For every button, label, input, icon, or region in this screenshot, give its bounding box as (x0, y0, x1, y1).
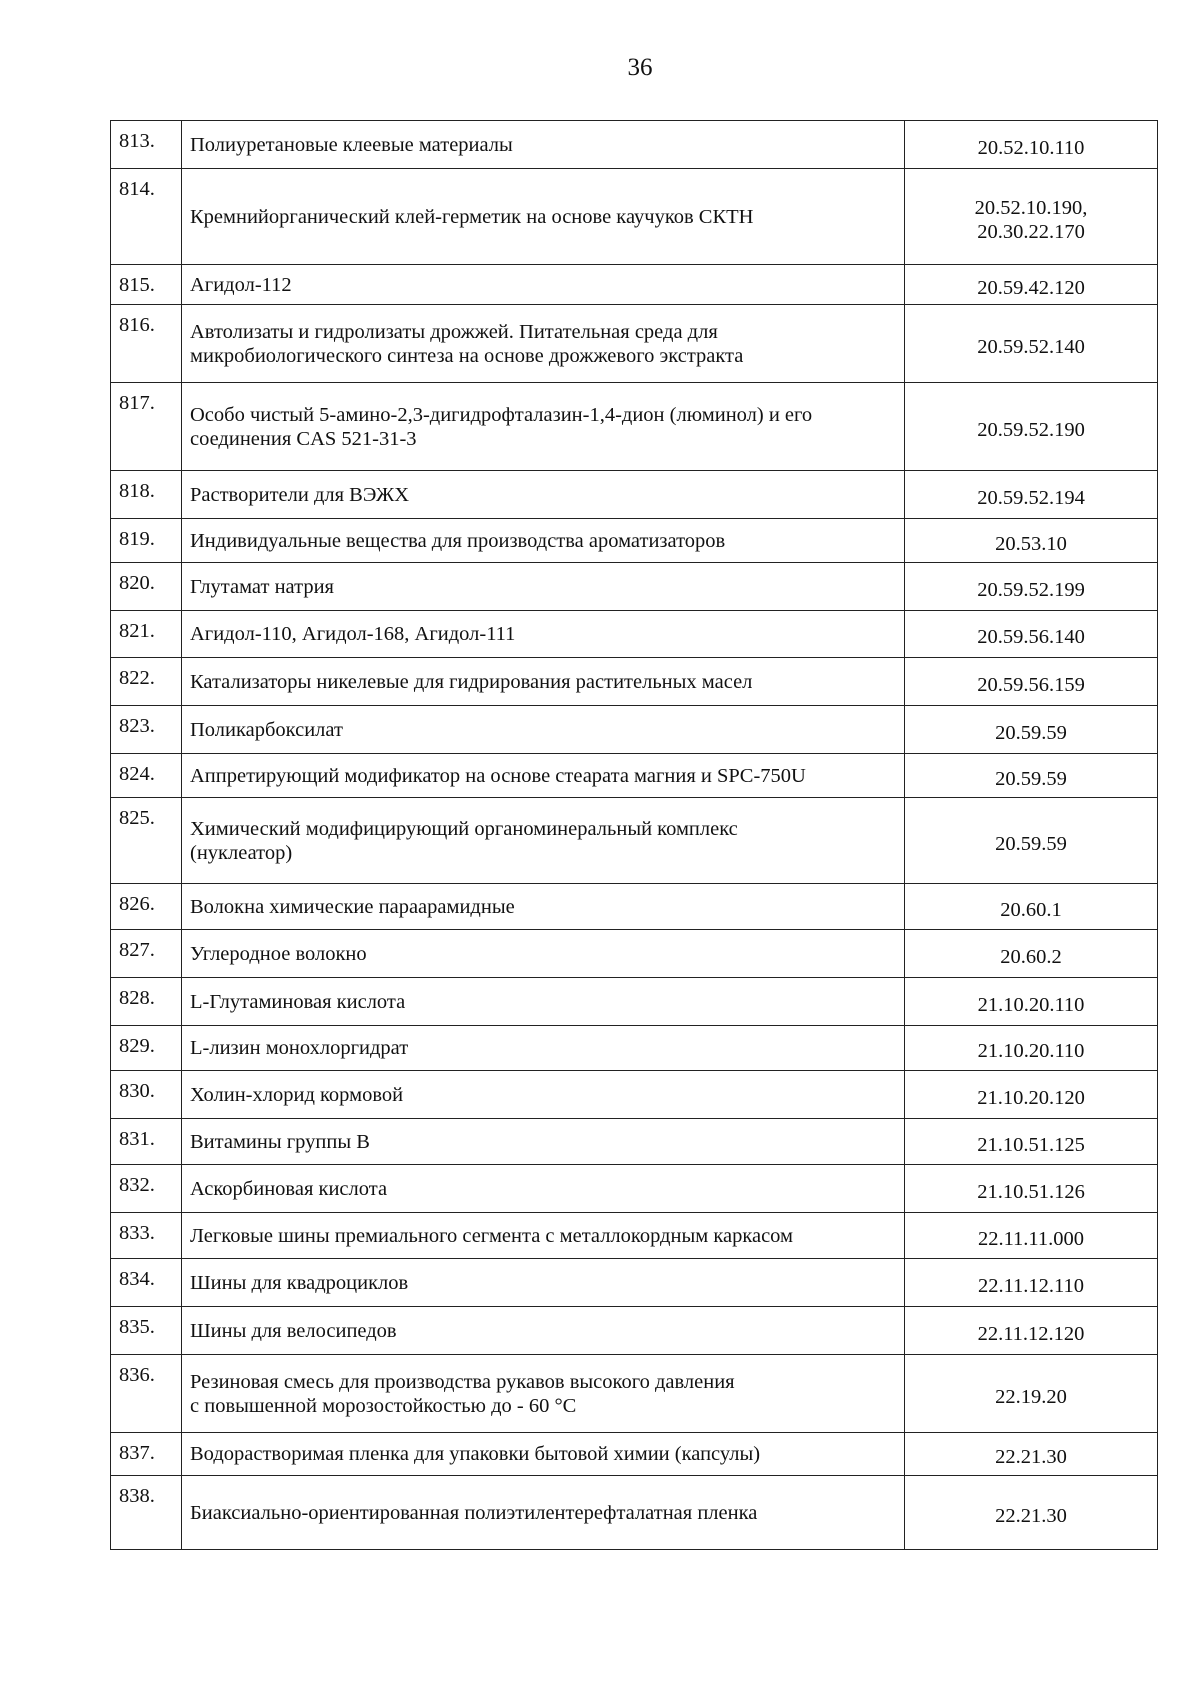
okpd-code-cell (905, 1119, 1158, 1165)
okpd-code-cell (905, 1071, 1158, 1119)
okpd-code-cell (905, 706, 1158, 754)
okpd-code-cell (905, 978, 1158, 1026)
product-name-cell (182, 1476, 905, 1550)
row-number: 824. (119, 763, 155, 785)
row-number-cell (111, 305, 182, 383)
okpd-code: 20.59.56.159 (977, 673, 1085, 696)
row-number: 830. (119, 1080, 155, 1102)
product-name: Аскорбиновая кислота (190, 1177, 388, 1200)
okpd-code-cell (905, 1355, 1158, 1433)
okpd-code-cell (905, 1213, 1158, 1259)
row-number-cell (111, 471, 182, 519)
row-number: 825. (119, 807, 155, 829)
row-number-cell (111, 658, 182, 706)
row-number-cell (111, 930, 182, 978)
row-number-cell (111, 1119, 182, 1165)
product-name: L-Глутаминовая кислота (190, 990, 406, 1013)
row-number: 829. (119, 1035, 155, 1057)
okpd-code-cell (905, 1476, 1158, 1550)
product-name: Волокна химические параарамидные (190, 895, 515, 918)
row-number: 827. (119, 939, 155, 961)
table-row (111, 1476, 1158, 1550)
product-name: Автолизаты и гидролизаты дрожжей. Питательная среда для микробиологического синтеза на основе дрожжевого экстракта (190, 320, 744, 367)
row-number: 818. (119, 480, 155, 502)
product-name-cell (182, 1355, 905, 1433)
product-name-cell (182, 658, 905, 706)
product-name-cell (182, 1119, 905, 1165)
row-number-cell (111, 884, 182, 930)
product-name-cell (182, 1259, 905, 1307)
product-name: Полиуретановые клеевые материалы (190, 133, 513, 156)
product-name-cell (182, 754, 905, 798)
product-name-cell (182, 169, 905, 265)
table-row (111, 754, 1158, 798)
row-number-cell (111, 611, 182, 658)
okpd-code-cell (905, 305, 1158, 383)
row-number-cell (111, 1259, 182, 1307)
row-number: 834. (119, 1268, 155, 1290)
okpd-code: 22.21.30 (995, 1504, 1067, 1527)
row-number: 815. (119, 274, 155, 296)
table-row (111, 1119, 1158, 1165)
okpd-code-cell (905, 658, 1158, 706)
okpd-code-cell (905, 884, 1158, 930)
row-number: 823. (119, 715, 155, 737)
okpd-code: 20.59.42.120 (977, 276, 1085, 299)
okpd-code: 20.60.1 (1000, 898, 1062, 921)
row-number-cell (111, 706, 182, 754)
product-name: Шины для велосипедов (190, 1319, 397, 1342)
table-row (111, 563, 1158, 611)
product-name: Особо чистый 5-амино-2,3-дигидрофталазин-1,4-дион (люминол) и его соединения CAS 521-31-3 (190, 403, 813, 450)
product-name: Биаксиально-ориентированная полиэтилентерефталатная пленка (190, 1501, 758, 1524)
table-row (111, 884, 1158, 930)
product-name-cell (182, 611, 905, 658)
product-name: Химический модифицирующий органоминеральный комплекс (нуклеатор) (190, 817, 738, 864)
row-number: 836. (119, 1364, 155, 1386)
table-row (111, 383, 1158, 471)
product-name-cell (182, 1307, 905, 1355)
table-row (111, 1433, 1158, 1476)
okpd-code-cell (905, 1433, 1158, 1476)
okpd-code: 20.59.52.194 (977, 486, 1085, 509)
row-number: 833. (119, 1222, 155, 1244)
product-name-cell (182, 383, 905, 471)
okpd-code-cell (905, 930, 1158, 978)
row-number-cell (111, 121, 182, 169)
product-name: Кремнийорганический клей-герметик на основе каучуков СКТН (190, 205, 754, 228)
product-name: Водорастворимая пленка для упаковки бытовой химии (капсулы) (190, 1443, 761, 1465)
okpd-code: 20.59.56.140 (977, 626, 1085, 648)
product-name: Аппретирующий модификатор на основе стеарата магния и SPC-750U (190, 764, 806, 787)
product-name-cell (182, 930, 905, 978)
okpd-code: 20.59.59 (995, 721, 1067, 744)
row-number: 832. (119, 1174, 155, 1196)
okpd-code: 20.52.10.110 (977, 136, 1085, 159)
okpd-code-cell (905, 1307, 1158, 1355)
row-number-cell (111, 798, 182, 884)
row-number: 817. (119, 392, 155, 414)
table-row (111, 611, 1158, 658)
row-number: 820. (119, 572, 155, 594)
okpd-code: 20.52.10.190, 20.30.22.170 (974, 196, 1088, 243)
row-number-cell (111, 383, 182, 471)
table-row (111, 930, 1158, 978)
row-number: 822. (119, 667, 155, 689)
okpd-code-cell (905, 1259, 1158, 1307)
product-name: Катализаторы никелевые для гидрирования растительных масел (190, 670, 753, 693)
row-number-cell (111, 1307, 182, 1355)
okpd-code-cell (905, 471, 1158, 519)
okpd-code: 20.59.59 (995, 767, 1067, 790)
okpd-code-cell (905, 1165, 1158, 1213)
product-name-cell (182, 1026, 905, 1071)
row-number-cell (111, 1433, 182, 1476)
row-number: 831. (119, 1128, 155, 1150)
row-number-cell (111, 265, 182, 305)
product-name: Шины для квадроциклов (190, 1271, 409, 1294)
row-number: 821. (119, 620, 155, 642)
okpd-code-cell (905, 265, 1158, 305)
product-name-cell (182, 471, 905, 519)
row-number-cell (111, 169, 182, 265)
table-row (111, 471, 1158, 519)
table-row (111, 978, 1158, 1026)
okpd-code: 22.19.20 (995, 1385, 1067, 1408)
product-name-cell (182, 978, 905, 1026)
table-row (111, 1259, 1158, 1307)
row-number: 835. (119, 1316, 155, 1338)
row-number: 837. (119, 1442, 155, 1464)
okpd-code: 21.10.20.110 (977, 1040, 1085, 1062)
row-number-cell (111, 1213, 182, 1259)
row-number: 828. (119, 987, 155, 1009)
okpd-code: 20.59.52.190 (977, 418, 1085, 441)
product-name-cell (182, 1071, 905, 1119)
product-name-cell (182, 706, 905, 754)
okpd-code: 20.60.2 (1000, 945, 1062, 968)
row-number-cell (111, 1026, 182, 1071)
table-row (111, 169, 1158, 265)
okpd-code-cell (905, 798, 1158, 884)
row-number-cell (111, 519, 182, 563)
okpd-code-cell (905, 169, 1158, 265)
row-number: 816. (119, 314, 155, 336)
product-name-cell (182, 884, 905, 930)
okpd-code: 21.10.51.126 (977, 1180, 1085, 1203)
row-number-cell (111, 1071, 182, 1119)
table-row (111, 1071, 1158, 1119)
row-number-cell (111, 754, 182, 798)
okpd-code: 22.11.12.110 (977, 1274, 1085, 1297)
okpd-code-cell (905, 754, 1158, 798)
okpd-code-cell (905, 563, 1158, 611)
okpd-code-cell (905, 383, 1158, 471)
product-name-cell (182, 1433, 905, 1476)
table-row (111, 1165, 1158, 1213)
okpd-code: 22.11.12.120 (977, 1322, 1085, 1345)
table-row (111, 1213, 1158, 1259)
table-row (111, 519, 1158, 563)
product-name: Глутамат натрия (190, 575, 334, 598)
okpd-code: 20.53.10 (995, 532, 1067, 555)
row-number-cell (111, 978, 182, 1026)
product-name-cell (182, 798, 905, 884)
table-row (111, 1026, 1158, 1071)
table-row (111, 658, 1158, 706)
table-row (111, 798, 1158, 884)
table-row (111, 706, 1158, 754)
page-number: 36 (627, 54, 653, 81)
product-name: Агидол-112 (190, 273, 292, 296)
row-number: 838. (119, 1485, 155, 1507)
row-number: 819. (119, 528, 155, 550)
okpd-code: 20.59.52.140 (977, 335, 1085, 358)
okpd-code: 21.10.20.110 (977, 993, 1085, 1016)
row-number: 826. (119, 893, 155, 915)
table-row (111, 1355, 1158, 1433)
product-name-cell (182, 1165, 905, 1213)
table-row (111, 1307, 1158, 1355)
row-number: 814. (119, 178, 155, 200)
product-name: Резиновая смесь для производства рукавов высокого давления с повышенной морозостойкостью до - 60 °С (190, 1370, 735, 1417)
okpd-code: 22.21.30 (995, 1446, 1067, 1468)
row-number-cell (111, 1476, 182, 1550)
okpd-code: 21.10.20.120 (977, 1086, 1085, 1109)
product-name-cell (182, 1213, 905, 1259)
product-name-cell (182, 563, 905, 611)
table-row (111, 305, 1158, 383)
okpd-code-cell (905, 611, 1158, 658)
product-name-cell (182, 121, 905, 169)
okpd-code: 20.59.52.199 (977, 578, 1085, 601)
okpd-code-cell (905, 121, 1158, 169)
product-name: Агидол-110, Агидол-168, Агидол-111 (190, 623, 516, 645)
okpd-code: 21.10.51.125 (977, 1133, 1085, 1156)
product-name-cell (182, 265, 905, 305)
product-name: Углеродное волокно (190, 942, 367, 965)
table-row (111, 265, 1158, 305)
table-row (111, 121, 1158, 169)
row-number-cell (111, 563, 182, 611)
okpd-code-cell (905, 519, 1158, 563)
product-name: Легковые шины премиального сегмента с металлокордным каркасом (190, 1224, 794, 1247)
product-name-cell (182, 519, 905, 563)
row-number-cell (111, 1165, 182, 1213)
row-number: 813. (119, 130, 155, 152)
product-name: L-лизин монохлоргидрат (190, 1037, 409, 1059)
product-name: Витамины группы В (190, 1130, 370, 1153)
okpd-code: 20.59.59 (995, 832, 1067, 855)
okpd-code-cell (905, 1026, 1158, 1071)
product-name-cell (182, 305, 905, 383)
row-number-cell (111, 1355, 182, 1433)
product-name: Поликарбоксилат (190, 718, 343, 741)
products-table-body (111, 121, 1158, 1550)
product-name: Растворители для ВЭЖХ (190, 483, 410, 506)
products-table (110, 120, 1158, 1550)
okpd-code: 22.11.11.000 (977, 1227, 1085, 1250)
product-name: Индивидуальные вещества для производства ароматизаторов (190, 529, 726, 552)
product-name: Холин-хлорид кормовой (190, 1083, 404, 1106)
